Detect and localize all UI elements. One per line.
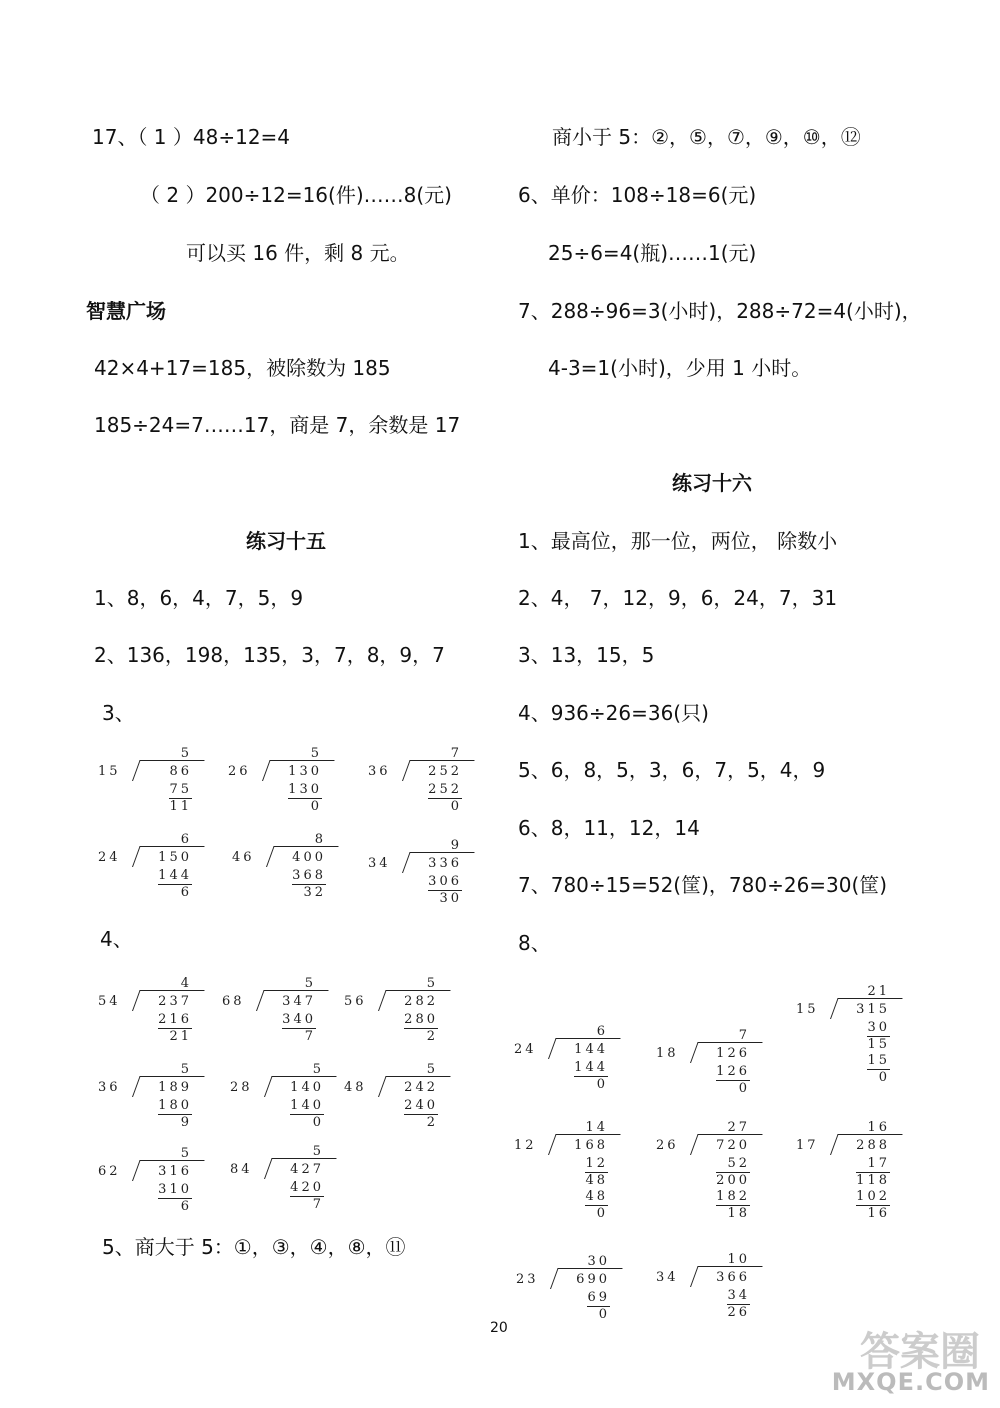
division-step: 340: [282, 1012, 316, 1027]
watermark-top: 答案圈: [860, 1329, 980, 1375]
ex16-q2: 2、4， 7，12，9，6，24，7，31: [518, 586, 838, 610]
division-step: 118: [856, 1173, 890, 1188]
division-step: 11: [169, 799, 192, 814]
division-step: 0: [310, 799, 322, 814]
division-quotient: 5: [312, 1144, 324, 1159]
division-dividend: 168: [574, 1138, 608, 1153]
division-step: 144: [574, 1060, 608, 1075]
ex15-q2: 2、136，198，135，3，7，8，9，7: [94, 643, 445, 667]
ex16-q5: 5、6，8，5，3，6，7，5，4，9: [518, 758, 826, 782]
division-quotient: 6: [596, 1024, 608, 1039]
division-step: 130: [288, 782, 322, 797]
division-step: 12: [585, 1156, 608, 1171]
division-steps: [716, 1156, 750, 1222]
division-quotient: 5: [312, 1062, 324, 1077]
long-division: [368, 746, 468, 814]
division-step: 26: [727, 1305, 750, 1320]
division-steps: [158, 868, 192, 901]
ex16-q4: 4、936÷26=36(只): [518, 701, 709, 725]
division-dividend: 690: [576, 1272, 610, 1287]
division-steps: [716, 1064, 750, 1097]
division-step: 75: [169, 782, 192, 797]
division-step: 21: [169, 1029, 192, 1044]
division-step: 0: [878, 1070, 890, 1085]
division-quotient: 21: [867, 984, 890, 999]
division-quotient: 7: [738, 1028, 750, 1043]
division-step: 306: [428, 874, 462, 889]
ex16-q7: 7、780÷15=52(筐)，780÷26=30(筐): [518, 873, 888, 897]
division-divisor: 34: [368, 856, 391, 871]
division-steps: [292, 868, 326, 901]
division-steps: [867, 1020, 890, 1086]
division-steps: [282, 1012, 316, 1045]
division-divisor: 24: [98, 850, 121, 865]
division-step: 16: [867, 1206, 890, 1221]
division-quotient: 8: [314, 832, 326, 847]
division-step: 280: [404, 1012, 438, 1027]
division-step: 6: [180, 1199, 192, 1214]
division-step: 69: [587, 1290, 610, 1305]
division-step: 7: [304, 1029, 316, 1044]
division-divisor: 18: [656, 1046, 679, 1061]
division-quotient: 16: [867, 1120, 890, 1135]
long-division: [98, 976, 198, 1044]
division-step: 368: [292, 868, 326, 883]
division-steps: [158, 1098, 192, 1131]
long-division: [98, 832, 198, 900]
division-steps: [290, 1098, 324, 1131]
division-step: 182: [716, 1189, 750, 1204]
division-dividend: 288: [856, 1138, 890, 1153]
division-step: 126: [716, 1064, 750, 1079]
division-step: 48: [585, 1189, 608, 1204]
q6-line-1: 6、单价：108÷18=6(元): [518, 183, 757, 207]
division-step: 30: [867, 1020, 890, 1035]
division-step: 52: [716, 1156, 750, 1173]
division-step: 420: [290, 1180, 324, 1195]
long-division: [232, 832, 332, 900]
division-dividend: 347: [282, 994, 316, 1009]
division-divisor: 12: [514, 1138, 537, 1153]
long-division: [516, 1254, 616, 1322]
division-step: 30: [439, 891, 462, 906]
division-divisor: 28: [230, 1080, 253, 1095]
division-quotient: 7: [450, 746, 462, 761]
division-step: 240: [404, 1098, 438, 1113]
division-step: 0: [738, 1081, 750, 1096]
page-number: 20: [490, 1320, 508, 1336]
division-dividend: 237: [158, 994, 192, 1009]
division-step: 0: [596, 1206, 608, 1221]
division-step: 216: [158, 1012, 192, 1027]
division-steps: [428, 782, 462, 815]
watermark-text: MXQE.COM: [831, 1368, 990, 1396]
long-division: [344, 1062, 444, 1130]
long-division: [796, 1120, 896, 1220]
division-quotient: 9: [450, 838, 462, 853]
division-dividend: 130: [288, 764, 322, 779]
long-division: [514, 1024, 614, 1092]
division-dividend: 720: [716, 1138, 750, 1153]
division-dividend: 242: [404, 1080, 438, 1095]
division-step: 0: [450, 799, 462, 814]
division-steps: [428, 874, 462, 907]
division-dividend: 316: [158, 1164, 192, 1179]
division-step: 17: [856, 1156, 890, 1173]
division-steps: [404, 1012, 438, 1045]
division-dividend: 140: [290, 1080, 324, 1095]
watermark-logo: [831, 1320, 990, 1400]
division-quotient: 5: [304, 976, 316, 991]
division-steps: [574, 1060, 608, 1093]
division-quotient: 30: [587, 1254, 610, 1269]
division-divisor: 48: [344, 1080, 367, 1095]
division-quotient: 5: [180, 1062, 192, 1077]
division-step: 34: [727, 1288, 750, 1303]
division-step: 0: [596, 1077, 608, 1092]
ex15-q3-label: 3、: [102, 701, 135, 725]
ex16-heading: 练习十六: [672, 471, 752, 495]
division-quotient: 5: [426, 976, 438, 991]
division-divisor: 17: [796, 1138, 819, 1153]
division-steps: [288, 782, 322, 815]
division-step: 180: [158, 1098, 192, 1113]
long-division: [514, 1120, 614, 1220]
division-step: 7: [312, 1197, 324, 1212]
q7-line-2: 4-3=1(小时)，少用 1 小时。: [548, 356, 812, 380]
division-divisor: 36: [98, 1080, 121, 1095]
ex16-q6: 6、8，11，12，14: [518, 816, 700, 840]
division-divisor: 15: [98, 764, 121, 779]
division-dividend: 336: [428, 856, 462, 871]
division-quotient: 10: [727, 1252, 750, 1267]
division-step: 310: [158, 1182, 192, 1197]
division-step: 144: [158, 868, 192, 883]
division-step: 32: [303, 885, 326, 900]
division-step: 200: [716, 1173, 750, 1188]
division-divisor: 36: [368, 764, 391, 779]
division-step: 9: [180, 1115, 192, 1130]
division-step: 102: [856, 1189, 890, 1204]
ex15-heading: 练习十五: [246, 529, 326, 553]
division-quotient: 5: [310, 746, 322, 761]
ex16-q3: 3、13，15，5: [518, 643, 655, 667]
division-divisor: 46: [232, 850, 255, 865]
division-divisor: 56: [344, 994, 367, 1009]
division-quotient: 5: [180, 746, 192, 761]
division-dividend: 150: [158, 850, 192, 865]
division-step: 0: [312, 1115, 324, 1130]
q17-part2: （ 2 ）200÷12=16(件)……8(元): [140, 183, 452, 207]
division-divisor: 84: [230, 1162, 253, 1177]
division-quotient: 6: [180, 832, 192, 847]
long-division: [98, 1062, 198, 1130]
wisdom-line-2: 185÷24=7……17，商是 7，余数是 17: [94, 413, 461, 437]
division-divisor: 24: [514, 1042, 537, 1057]
division-dividend: 144: [574, 1042, 608, 1057]
division-step: 15: [867, 1053, 890, 1068]
q7-line-1: 7、288÷96=3(小时)，288÷72=4(小时)，: [518, 299, 922, 323]
ex15-q5: 5、商大于 5：①，③，④，⑧，⑪: [102, 1235, 406, 1259]
long-division: [656, 1028, 756, 1096]
division-divisor: 15: [796, 1002, 819, 1017]
long-division: [344, 976, 444, 1044]
q17-conclusion: 可以买 16 件，剩 8 元。: [186, 241, 410, 265]
division-step: 0: [598, 1307, 610, 1322]
long-division: [230, 1144, 330, 1212]
division-step: 15: [867, 1037, 890, 1052]
division-dividend: 366: [716, 1270, 750, 1285]
division-dividend: 282: [404, 994, 438, 1009]
division-steps: [158, 1182, 192, 1215]
long-division: [98, 746, 198, 814]
division-dividend: 252: [428, 764, 462, 779]
division-step: 252: [428, 782, 462, 797]
ex15-q4-label: 4、: [100, 927, 133, 951]
division-divisor: 62: [98, 1164, 121, 1179]
division-steps: [404, 1098, 438, 1131]
long-division: [222, 976, 322, 1044]
long-division: [98, 1146, 198, 1214]
division-quotient: 5: [180, 1146, 192, 1161]
division-dividend: 400: [292, 850, 326, 865]
ex15-q5-continued: 商小于 5：②，⑤，⑦，⑨，⑩，⑫: [552, 125, 861, 149]
wisdom-line-1: 42×4+17=185，被除数为 185: [94, 356, 391, 380]
q17-part1: 17、（ 1 ）48÷12=4: [92, 125, 291, 149]
division-steps: [290, 1180, 324, 1213]
division-quotient: 27: [727, 1120, 750, 1135]
long-division: [656, 1252, 756, 1320]
division-dividend: 315: [856, 1002, 890, 1017]
ex16-q8-label: 8、: [518, 931, 551, 955]
long-division: [230, 1062, 330, 1130]
division-step: 6: [180, 885, 192, 900]
division-divisor: 34: [656, 1270, 679, 1285]
division-step: 18: [727, 1206, 750, 1221]
division-step: 2: [426, 1029, 438, 1044]
division-quotient: 5: [426, 1062, 438, 1077]
division-quotient: 4: [180, 976, 192, 991]
division-steps: [727, 1288, 750, 1321]
long-division: [656, 1120, 756, 1220]
wisdom-heading: 智慧广场: [86, 299, 166, 323]
division-quotient: 14: [585, 1120, 608, 1135]
division-divisor: 23: [516, 1272, 539, 1287]
long-division: [796, 984, 896, 1084]
division-dividend: 427: [290, 1162, 324, 1177]
long-division: [368, 838, 468, 906]
division-step: 48: [585, 1173, 608, 1188]
division-divisor: 54: [98, 994, 121, 1009]
division-divisor: 26: [228, 764, 251, 779]
q6-line-2: 25÷6=4(瓶)……1(元): [548, 241, 757, 265]
division-step: 2: [426, 1115, 438, 1130]
division-step: 140: [290, 1098, 324, 1113]
division-bracket: [132, 760, 205, 781]
division-steps: [587, 1290, 610, 1323]
division-divisor: 26: [656, 1138, 679, 1153]
division-steps: [169, 782, 192, 815]
ex16-q1: 1、最高位，那一位，两位， 除数小: [518, 529, 838, 553]
division-divisor: 68: [222, 994, 245, 1009]
division-dividend: 86: [169, 764, 192, 779]
division-steps: [585, 1156, 608, 1222]
ex15-q1: 1、8，6，4，7，5，9: [94, 586, 304, 610]
division-dividend: 189: [158, 1080, 192, 1095]
division-steps: [856, 1156, 890, 1222]
long-division: [228, 746, 328, 814]
division-dividend: 126: [716, 1046, 750, 1061]
division-steps: [158, 1012, 192, 1045]
